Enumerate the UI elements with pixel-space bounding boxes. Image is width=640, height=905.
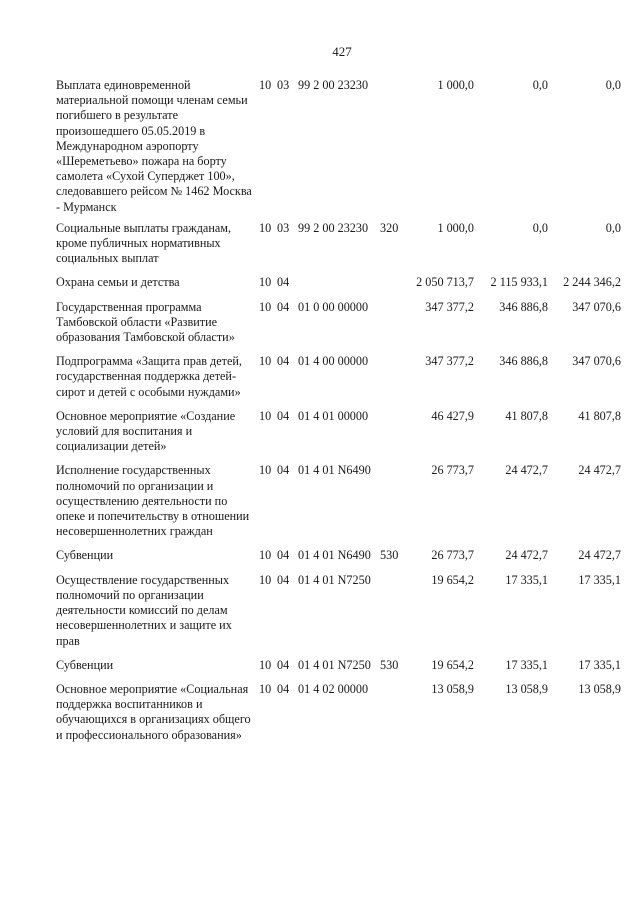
table-row xyxy=(0,354,640,400)
row-subsection: 04 xyxy=(277,548,290,563)
row-value-3: 347 070,6 xyxy=(572,299,621,314)
table-row xyxy=(0,463,640,539)
table-row xyxy=(0,548,640,563)
table-row xyxy=(0,300,640,346)
budget-table xyxy=(0,78,640,743)
row-value-2: 17 335,1 xyxy=(505,657,548,672)
row-name: Подпрограмма «Защита прав детей, государственная поддержка детей-сирот и детей с особыми нуждами» xyxy=(56,354,242,399)
row-name: Субвенции xyxy=(56,657,114,672)
row-value-2: 346 886,8 xyxy=(499,354,548,369)
row-value-2: 24 472,7 xyxy=(505,463,548,478)
row-value-1: 19 654,2 xyxy=(431,657,474,672)
row-value-3: 0,0 xyxy=(605,220,621,235)
row-subsection: 04 xyxy=(277,275,290,290)
row-article: 99 2 00 23230 xyxy=(298,220,369,235)
row-value-1: 26 773,7 xyxy=(431,548,474,563)
table-row xyxy=(0,682,640,743)
row-article: 01 4 01 N7250 xyxy=(298,657,371,672)
row-section: 10 xyxy=(259,657,272,672)
row-article: 01 4 02 00000 xyxy=(298,681,369,696)
row-value-1: 19 654,2 xyxy=(431,572,474,587)
row-article: 01 4 00 00000 xyxy=(298,354,369,369)
row-section: 10 xyxy=(259,463,272,478)
row-expense-type: 320 xyxy=(380,220,399,235)
row-value-3: 0,0 xyxy=(605,78,621,92)
row-subsection: 04 xyxy=(277,354,290,369)
row-name: Выплата единовременной материальной помощи членам семьи погибшего в результате произошедшего 05.05.2019 в Международном аэропорту «Шереметьево» пожара на борту самолета «Сухой Суперджет 100», следовавшего рейсом № 1462 Москва - Мурманск xyxy=(56,78,252,214)
row-value-2: 346 886,8 xyxy=(499,299,548,314)
row-section: 10 xyxy=(259,681,272,696)
row-value-1: 1 000,0 xyxy=(437,220,474,235)
row-article: 01 4 01 00000 xyxy=(298,408,369,423)
row-name: Осуществление государственных полномочий по организации деятельности комиссий по делам несовершеннолетних и защите их прав xyxy=(56,572,232,648)
table-row xyxy=(0,275,640,290)
row-name: Субвенции xyxy=(56,548,114,563)
row-section: 10 xyxy=(259,299,272,314)
row-section: 10 xyxy=(259,572,272,587)
row-value-3: 17 335,1 xyxy=(578,572,621,587)
row-value-2: 41 807,8 xyxy=(505,408,548,423)
row-section: 10 xyxy=(259,408,272,423)
row-value-1: 26 773,7 xyxy=(431,463,474,478)
row-value-2: 2 115 933,1 xyxy=(490,275,548,290)
row-name: Основное мероприятие «Социальная поддержка воспитанников и обучающихся в организациях общего и профессионального образования» xyxy=(56,681,251,742)
row-value-3: 2 244 346,2 xyxy=(563,275,621,290)
table-row xyxy=(0,221,640,267)
row-value-3: 41 807,8 xyxy=(578,408,621,423)
row-value-1: 13 058,9 xyxy=(431,681,474,696)
row-section: 10 xyxy=(259,354,272,369)
row-value-1: 1 000,0 xyxy=(437,78,474,92)
row-article: 01 0 00 00000 xyxy=(298,299,369,314)
row-name: Государственная программа Тамбовской области «Развитие образования Тамбовской области» xyxy=(56,299,235,345)
row-section: 10 xyxy=(259,78,272,92)
row-value-1: 347 377,2 xyxy=(425,354,474,369)
row-subsection: 04 xyxy=(277,408,290,423)
row-subsection: 04 xyxy=(277,572,290,587)
row-value-2: 24 472,7 xyxy=(505,548,548,563)
row-subsection: 04 xyxy=(277,681,290,696)
row-expense-type: 530 xyxy=(380,657,399,672)
row-subsection: 04 xyxy=(277,299,290,314)
row-value-1: 46 427,9 xyxy=(431,408,474,423)
row-value-3: 347 070,6 xyxy=(572,354,621,369)
row-value-3: 24 472,7 xyxy=(578,548,621,563)
row-value-2: 13 058,9 xyxy=(505,681,548,696)
row-expense-type: 530 xyxy=(380,548,399,563)
row-article: 99 2 00 23230 xyxy=(298,78,369,92)
row-subsection: 03 xyxy=(277,220,290,235)
row-name: Основное мероприятие «Создание условий для воспитания и социализации детей» xyxy=(56,408,236,454)
row-article: 01 4 01 N7250 xyxy=(298,572,371,587)
row-value-1: 347 377,2 xyxy=(425,299,474,314)
page-number: 427 xyxy=(332,44,352,59)
table-row xyxy=(0,409,640,455)
row-article: 01 4 01 N6490 xyxy=(298,548,371,563)
row-value-1: 2 050 713,7 xyxy=(416,275,474,290)
row-name: Социальные выплаты гражданам, кроме публичных нормативных социальных выплат xyxy=(56,220,232,266)
row-section: 10 xyxy=(259,548,272,563)
row-article: 01 4 01 N6490 xyxy=(298,463,371,478)
row-value-2: 17 335,1 xyxy=(505,572,548,587)
table-row xyxy=(0,573,640,649)
row-section: 10 xyxy=(259,275,272,290)
row-subsection: 03 xyxy=(277,78,290,92)
table-row xyxy=(0,78,640,215)
row-section: 10 xyxy=(259,220,272,235)
row-subsection: 04 xyxy=(277,463,290,478)
row-value-2: 0,0 xyxy=(532,220,548,235)
row-name: Исполнение государственных полномочий по организации и осуществлению деятельности по опеке и попечительству в отношении несовершеннолетних граждан xyxy=(56,463,250,539)
row-subsection: 04 xyxy=(277,657,290,672)
row-value-3: 17 335,1 xyxy=(578,657,621,672)
row-value-2: 0,0 xyxy=(532,78,548,92)
table-row xyxy=(0,658,640,673)
row-name: Охрана семьи и детства xyxy=(56,275,180,290)
row-value-3: 13 058,9 xyxy=(578,681,621,696)
row-value-3: 24 472,7 xyxy=(578,463,621,478)
